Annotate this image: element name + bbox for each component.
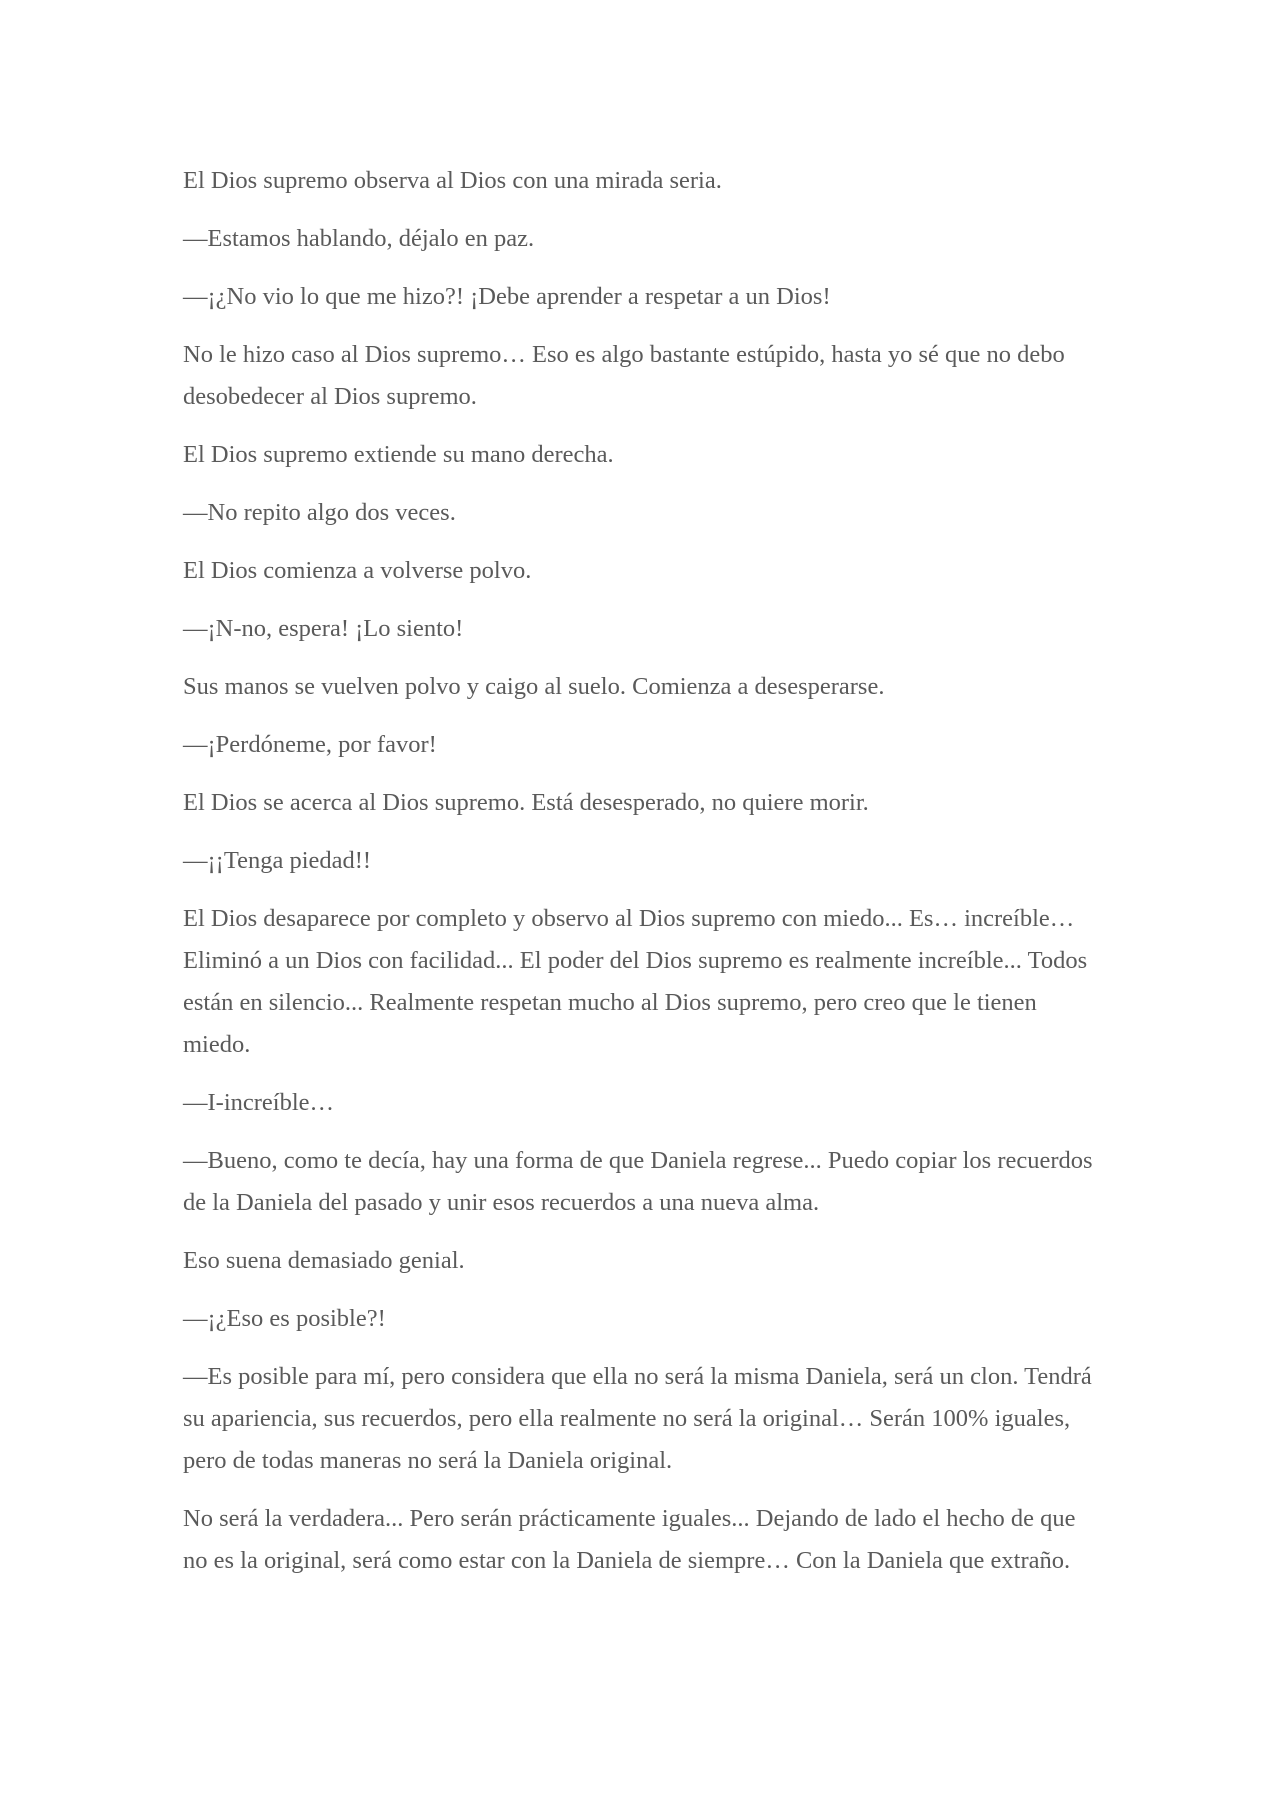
- paragraph: El Dios desaparece por completo y observo al Dios supremo con miedo... Es… increíble… Eliminó a un Dios con facilidad... El poder del Dios supremo es realmente increíble... Todos están en silencio... Realmente respetan mucho al Dios supremo, pero creo que le tienen miedo.: [183, 905, 1088, 1058]
- paragraph: Sus manos se vuelven polvo y caigo al suelo. Comienza a desesperarse.: [183, 673, 885, 700]
- paragraph: —¡N-no, espera! ¡Lo siento!: [183, 615, 464, 642]
- paragraph: Eso suena demasiado genial.: [183, 1247, 465, 1274]
- paragraph: —¡¿No vio lo que me hizo?! ¡Debe aprender a respetar a un Dios!: [183, 283, 831, 310]
- paragraph: El Dios supremo observa al Dios con una mirada seria.: [183, 167, 722, 194]
- document-body: [183, 160, 1098, 1598]
- paragraph: —¡Perdóneme, por favor!: [183, 731, 437, 758]
- paragraph: —Estamos hablando, déjalo en paz.: [183, 225, 535, 252]
- paragraph: No le hizo caso al Dios supremo… Eso es algo bastante estúpido, hasta yo sé que no debo desobedecer al Dios supremo.: [183, 341, 1065, 410]
- paragraph: El Dios se acerca al Dios supremo. Está desesperado, no quiere morir.: [183, 789, 869, 816]
- paragraph: —¡¡Tenga piedad!!: [183, 847, 372, 874]
- paragraph: —Es posible para mí, pero considera que ella no será la misma Daniela, será un clon. Tendrá su apariencia, sus recuerdos, pero ella realmente no será la original… Serán 100% iguales, pero de todas maneras no será la Daniela original.: [183, 1363, 1092, 1474]
- paragraph: El Dios supremo extiende su mano derecha.: [183, 441, 614, 468]
- paragraph: —Bueno, como te decía, hay una forma de que Daniela regrese... Puedo copiar los recuerdos de la Daniela del pasado y unir esos recuerdos a una nueva alma.: [183, 1147, 1093, 1216]
- paragraph: —I-increíble…: [183, 1089, 335, 1116]
- paragraph: —No repito algo dos veces.: [183, 499, 456, 526]
- paragraph: —¡¿Eso es posible?!: [183, 1305, 386, 1332]
- paragraph: No será la verdadera... Pero serán prácticamente iguales... Dejando de lado el hecho de que no es la original, será como estar con la Daniela de siempre… Con la Daniela que extraño.: [183, 1505, 1076, 1574]
- paragraph: El Dios comienza a volverse polvo.: [183, 557, 532, 584]
